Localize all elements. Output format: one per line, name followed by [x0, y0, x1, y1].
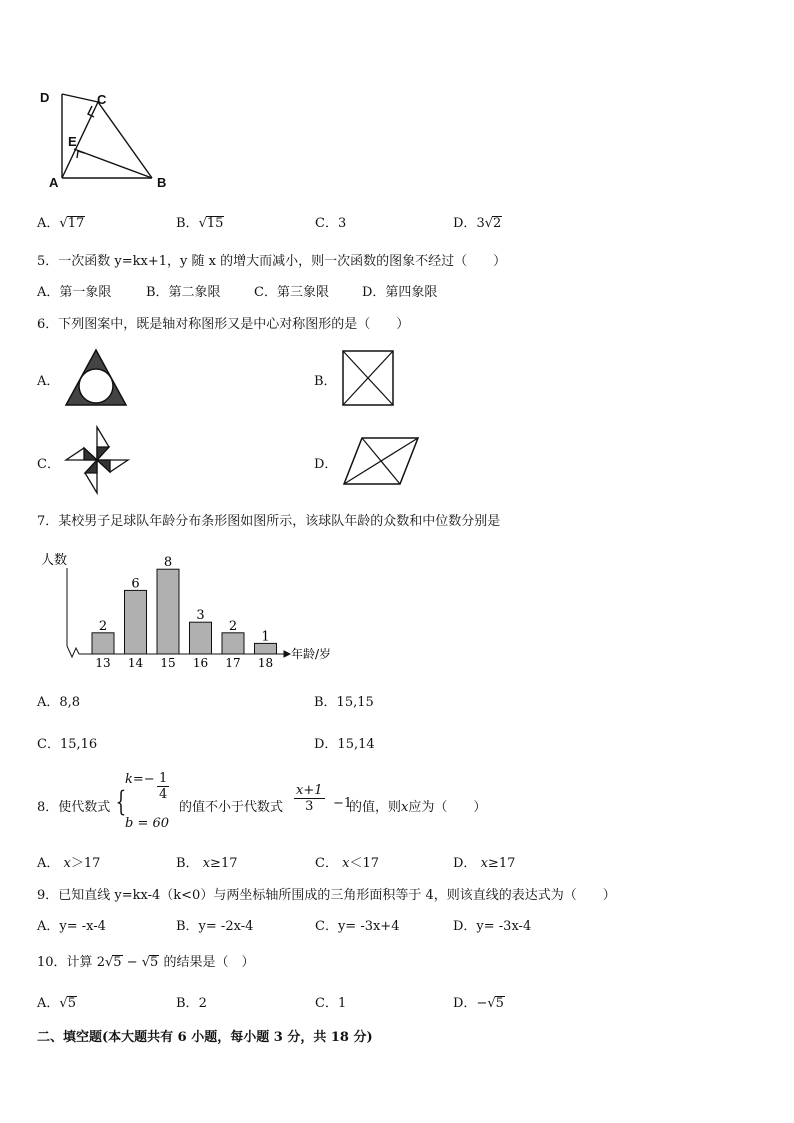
sqrt-symbol: √ [59, 996, 68, 1011]
q6-stem: 6．下列图案中，既是轴对称图形又是中心对称图形的是（ ） [37, 317, 410, 332]
q8-mid: 的值不小于代数式 [179, 800, 284, 815]
q4-option-a[interactable]: A．√17 [37, 216, 85, 231]
q7-option-a[interactable]: A．8,8 [37, 695, 81, 710]
label-A: A [49, 175, 59, 190]
chart-xlabel: 年龄/岁 [291, 647, 332, 661]
label-D: D [40, 90, 50, 105]
q6-figure-c-pinwheel [64, 425, 130, 495]
q8-after-fraction: −1 [333, 796, 353, 811]
label-B: B [157, 175, 167, 190]
q5-option-d[interactable]: D．第四象限 [362, 285, 438, 300]
q6-label-a[interactable]: A． [37, 374, 60, 389]
q9-option-c[interactable]: C．y= -3x+4 [315, 919, 400, 934]
chart-bar-17 [222, 633, 244, 654]
chart-tick-label-18: 18 [257, 656, 274, 670]
q6-figure-b-square-cross [342, 350, 394, 406]
chart-bar-16 [190, 622, 212, 654]
sqrt-symbol: √ [59, 216, 68, 231]
q4-option-b[interactable]: B．√15 [176, 216, 224, 231]
q10-stem: 10．计算 2√5 − √5 的结果是（ ） [37, 955, 255, 970]
chart-tick-label-15: 15 [160, 656, 176, 670]
chart-tick-label-13: 13 [95, 656, 111, 670]
chart-ylabel: 人数 [41, 553, 68, 568]
q8-fraction: $\frac{x+1}{3}$ [296, 783, 323, 815]
sqrt-symbol: √ [141, 955, 151, 970]
q8-option-d[interactable]: D． x≥17 [453, 856, 516, 871]
chart-data-label-18: 1 [261, 629, 270, 645]
q8-system-bottom: b = 60 [125, 816, 170, 831]
q6-figure-a-triangle-circle [64, 348, 128, 408]
chart-axis-break [67, 646, 79, 657]
q5-stem: 5．一次函数 y=kx+1，y 随 x 的增大而减小，则一次函数的图象不经过（ ） [37, 254, 507, 269]
q7-option-d[interactable]: D．15,14 [314, 737, 375, 752]
chart-tick-label-17: 17 [225, 656, 241, 670]
q5-option-c[interactable]: C．第三象限 [254, 285, 329, 300]
q7-option-c[interactable]: C．15,16 [37, 737, 98, 752]
label-E: E [68, 134, 77, 149]
chart-data-label-14: 6 [131, 576, 140, 592]
q5-option-a[interactable]: A．第一象限 [37, 285, 112, 300]
q7-bar-chart [38, 548, 348, 674]
label-C: C [97, 92, 107, 107]
q8-option-a[interactable]: A． x＞17 [37, 856, 101, 871]
q4-option-d[interactable]: D．3√2 [453, 216, 502, 231]
q9-option-a[interactable]: A．y= -x-4 [37, 919, 106, 934]
q10-option-b[interactable]: B．2 [176, 996, 207, 1011]
chart-data-label-16: 3 [196, 608, 205, 624]
q9-option-d[interactable]: D．y= -3x-4 [453, 919, 532, 934]
q7-option-b[interactable]: B．15,15 [314, 695, 374, 710]
chart-tick-label-14: 14 [127, 656, 144, 670]
q9-option-b[interactable]: B．y= -2x-4 [176, 919, 254, 934]
q6-label-c[interactable]: C． [37, 457, 60, 472]
chart-data-label-13: 2 [98, 618, 108, 634]
q7-stem: 7．某校男子足球队年龄分布条形图如图所示，该球队年龄的众数和中位数分别是 [37, 514, 501, 529]
sqrt-symbol: √ [484, 216, 494, 231]
q8-option-c[interactable]: C． x＜17 [315, 856, 379, 871]
chart-tick-label-16: 16 [192, 656, 209, 670]
q5-option-b[interactable]: B．第二象限 [146, 285, 221, 300]
q8-system-fraction: $\frac{1}{4}$ [159, 771, 168, 803]
q4-option-c[interactable]: C．3 [315, 216, 347, 231]
sqrt-symbol: √ [198, 216, 207, 231]
section-heading-fill-in: 二、填空题(本大题共有 6 小题，每小题 3 分，共 18 分) [37, 1030, 373, 1045]
q10-option-d[interactable]: D．−√5 [453, 996, 504, 1011]
q8-option-b[interactable]: B． x≥17 [176, 856, 238, 871]
q6-figure-d-rhombus [342, 436, 422, 486]
sqrt-symbol: √ [487, 996, 496, 1011]
chart-data-label-17: 2 [228, 618, 238, 634]
q8-prefix: 8．使代数式 [37, 800, 111, 815]
chart-bar-18 [255, 643, 277, 654]
q10-option-c[interactable]: C．1 [315, 996, 347, 1011]
q6-label-d[interactable]: D． [314, 457, 338, 472]
q9-stem: 9．已知直线 y=kx-4（k<0）与两坐标轴所围成的三角形面积等于 4，则该直线的表达式为（ ） [37, 888, 616, 903]
q6-label-b[interactable]: B． [314, 374, 337, 389]
chart-bar-15 [157, 569, 179, 654]
q10-option-a[interactable]: A．√5 [37, 996, 76, 1011]
chart-x-arrow [284, 651, 290, 657]
q8-brace: { [115, 785, 127, 818]
chart-bar-14 [125, 590, 147, 654]
chart-bar-13 [92, 633, 114, 654]
q8-suffix: 的值，则x应为（ ） [349, 800, 487, 815]
sqrt-symbol: √ [104, 955, 114, 970]
chart-data-label-15: 8 [163, 555, 173, 571]
q8-system-top: k=− [125, 772, 155, 787]
